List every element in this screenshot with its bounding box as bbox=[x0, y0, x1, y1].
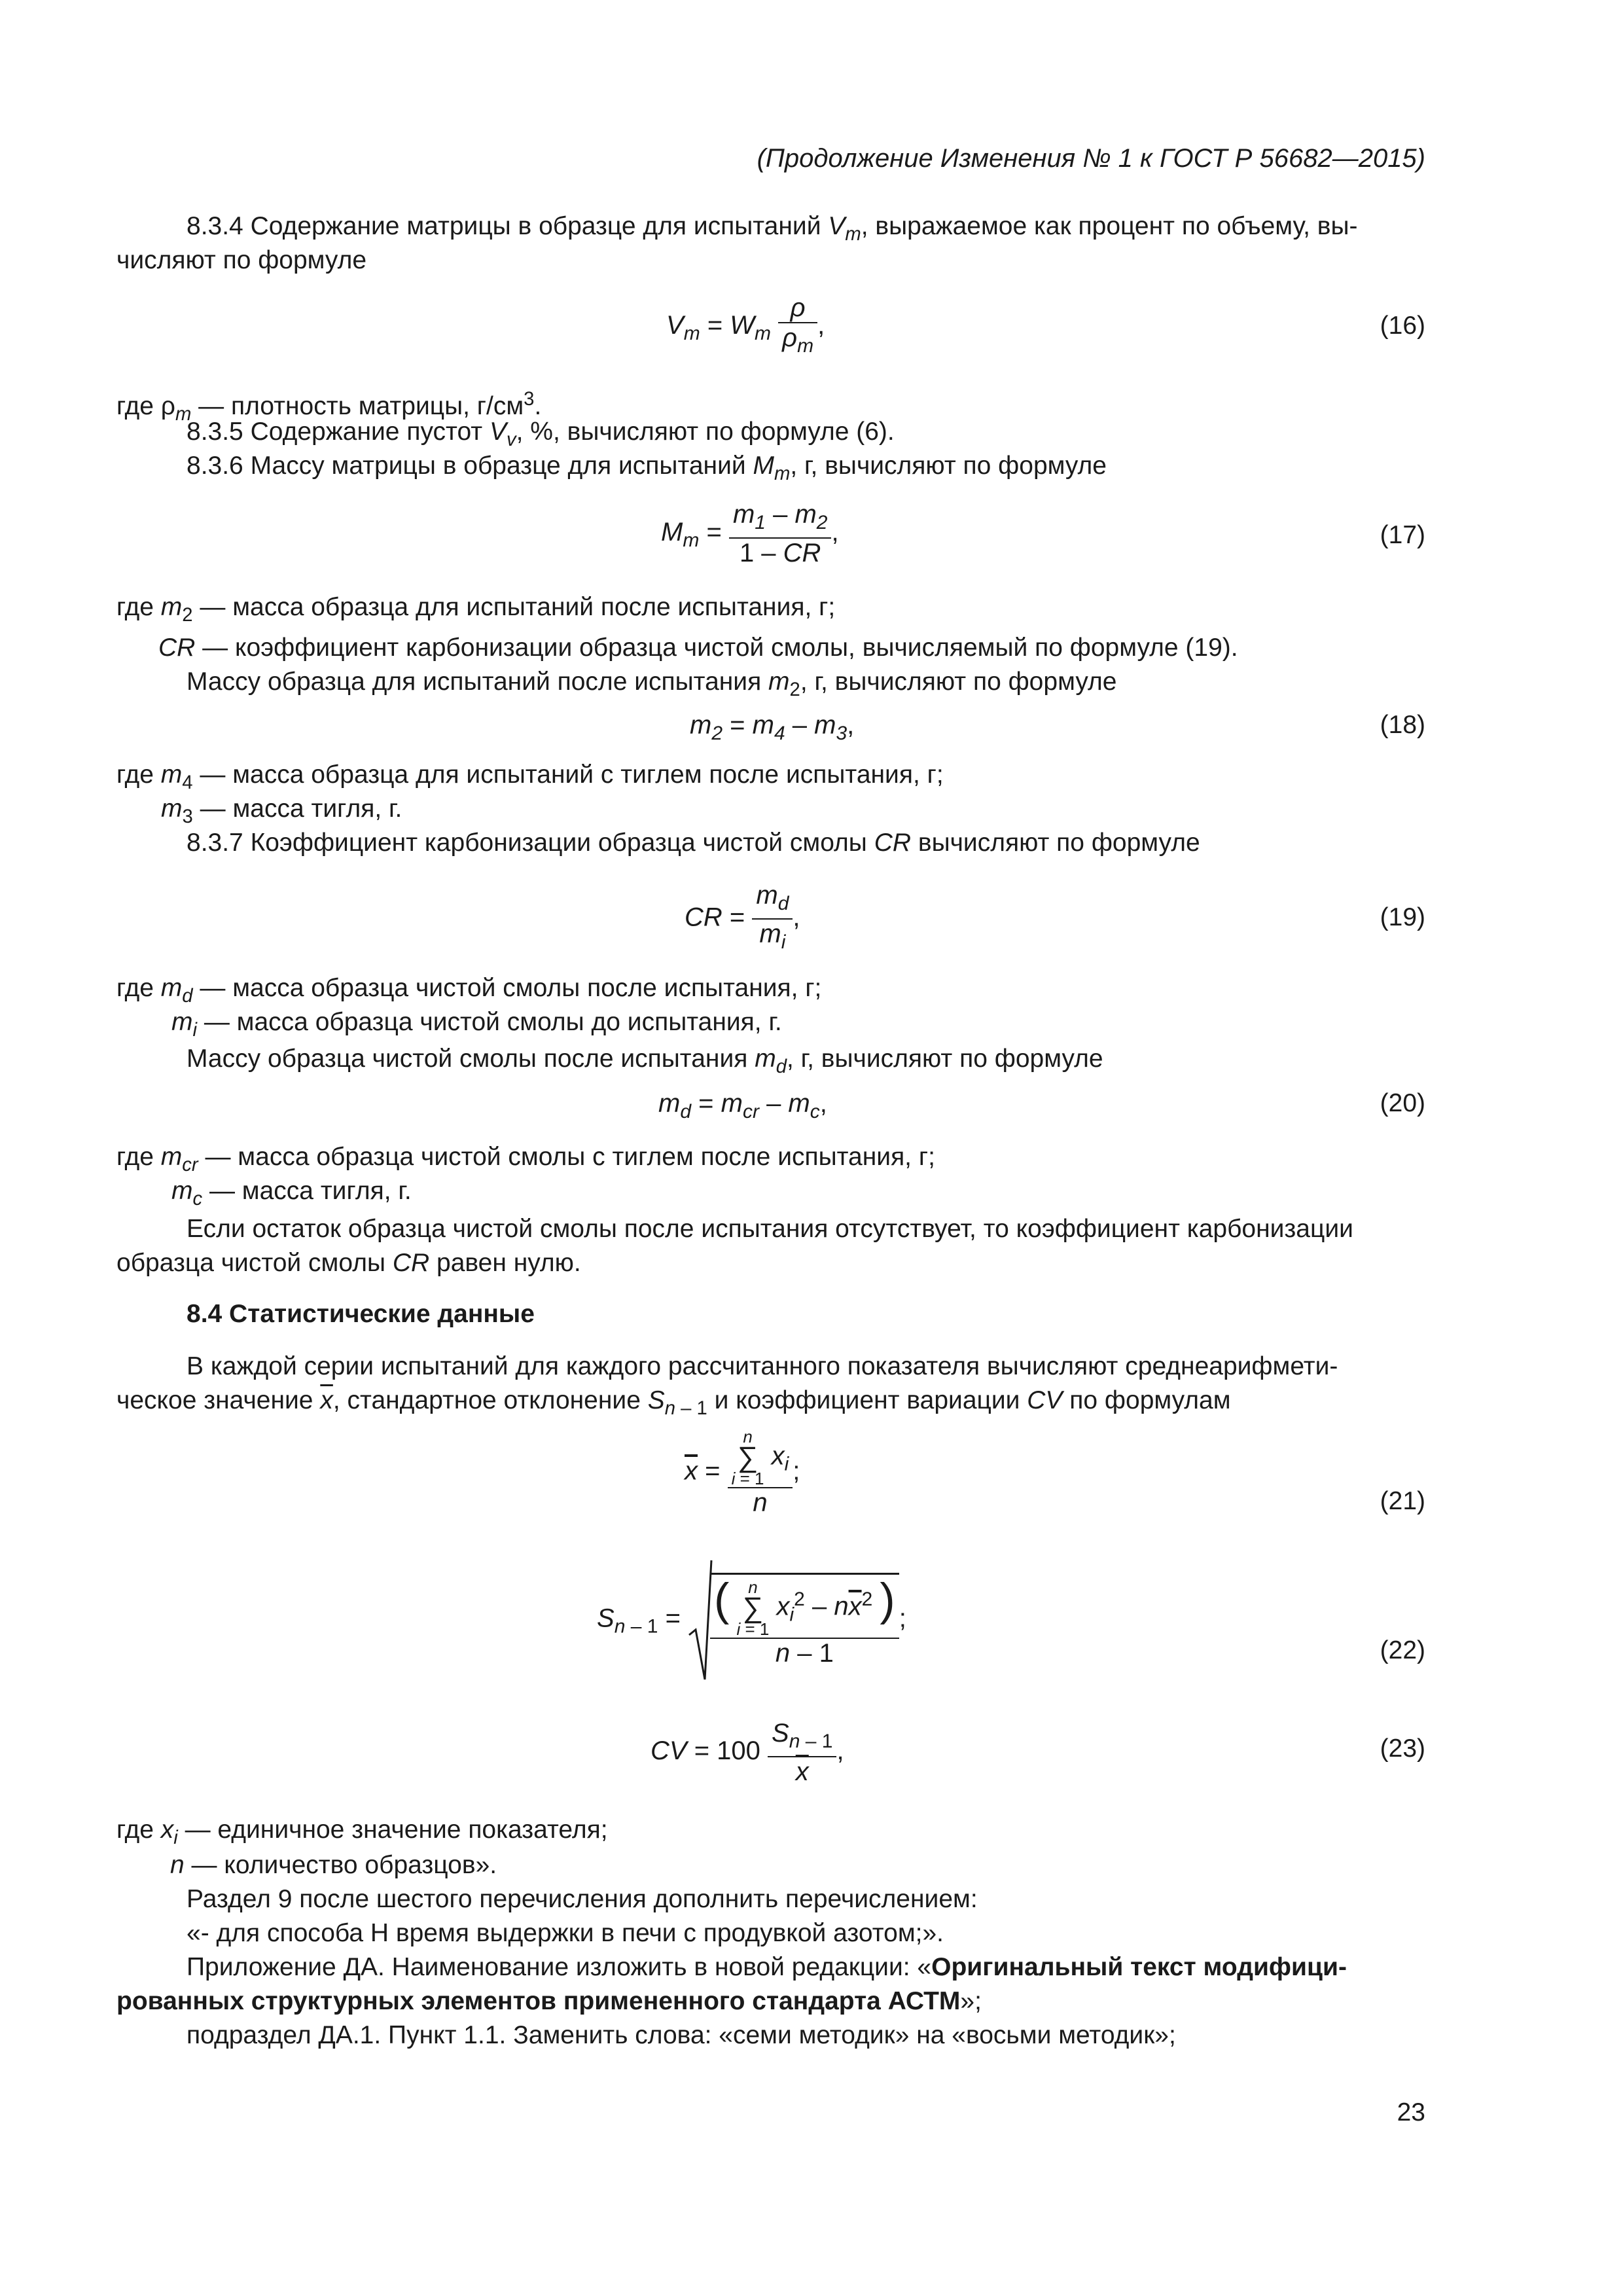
formula-20: $m_d = m_{cr} - m_c$, bbox=[658, 1089, 827, 1122]
para-8-3-5: 8.3.5 Содержание пустот $V_v$, %, вычисляют по формуле (6). bbox=[187, 418, 895, 450]
eq-number-20: (20) bbox=[1380, 1089, 1425, 1117]
eq-number-16: (16) bbox=[1380, 312, 1425, 340]
para-8-3-6: 8.3.6 Массу матрицы в образце для испытаний $M_m$, г, вычисляют по формуле bbox=[187, 452, 1107, 484]
appendix-line2: рованных структурных элементов примененного стандарта АСТМ»; bbox=[116, 1987, 982, 2015]
subsection-da1-line: подраздел ДА.1. Пункт 1.1. Заменить слова: «семи методик» на «восьми методик»; bbox=[187, 2021, 1176, 2049]
where-cr: CR — коэффициент карбонизации образца чистой смолы, вычисляемый по формуле (19). bbox=[158, 634, 1238, 662]
mass-m2-line: Массу образца для испытаний после испытания $m_2$, г, вычисляют по формуле bbox=[187, 668, 1117, 700]
eq-number-21: (21) bbox=[1380, 1487, 1425, 1515]
where-m4: где $m_4$ — масса образца для испытаний с тиглем после испытания, г; bbox=[116, 761, 944, 793]
radical-icon bbox=[688, 1558, 713, 1682]
formula-19: CR = $\frac{m_d}{m_i}$ , bbox=[685, 881, 800, 953]
eq-number-22: (22) bbox=[1380, 1636, 1425, 1664]
where-n: n — количество образцов». bbox=[170, 1851, 497, 1879]
formula-18: $m_2 = m_4 - m_3$, bbox=[690, 711, 855, 744]
section9-line2: «- для способа Н время выдержки в печи с продувкой азотом;». bbox=[187, 1919, 944, 1947]
where-xi: где $x_i$ — единичное значение показателя; bbox=[116, 1816, 608, 1848]
eq-number-19: (19) bbox=[1380, 903, 1425, 931]
where-rho-m: где $\rho_m$ — плотность матрицы, $г/см^3$. bbox=[116, 389, 542, 425]
formula-22: $S_{n - 1}$ = ( n ∑ i = 1 $x_i^2 - n\overline{x}^2$ ) n – 1 ; bbox=[597, 1558, 906, 1682]
para-8-3-4-line1: 8.3.4 Содержание матрицы в образце для испытаний $V_m$, выражаемое как процент по объему, вы- bbox=[187, 212, 1358, 245]
eq-number-17: (17) bbox=[1380, 521, 1425, 549]
para-8-3-7: 8.3.7 Коэффициент карбонизации образца чистой смолы CR вычисляют по формуле bbox=[187, 829, 1200, 857]
appendix-line1: Приложение ДА. Наименование изложить в новой редакции: «Оригинальный текст модифици- bbox=[187, 1953, 1347, 1981]
para-8-3-4-line2: числяют по формуле bbox=[116, 246, 367, 274]
section-8-4-heading: 8.4 Статистические данные bbox=[187, 1300, 535, 1328]
residue-line2: образца чистой смолы CR равен нулю. bbox=[116, 1249, 581, 1277]
formula-21: $\overline{x}$ = n ∑ i = 1 $x_i$ n ; bbox=[685, 1427, 800, 1517]
formula-17: $M_m$ = $\frac{m_1 - m_2}{1 - CR}$ , bbox=[661, 500, 839, 567]
mass-md-line: Массу образца чистой смолы после испытания $m_d$, г, вычисляют по формуле bbox=[187, 1045, 1103, 1077]
eq-number-23: (23) bbox=[1380, 1734, 1425, 1763]
stat-line2: ческое значение $\overline{x}$, стандартное отклонение $S_{n - 1}$ и коэффициент вариации CV по формулам bbox=[116, 1386, 1231, 1419]
residue-line1: Если остаток образца чистой смолы после испытания отсутствует, то коэффициент карбонизации bbox=[187, 1215, 1353, 1243]
stat-line1: В каждой серии испытаний для каждого рассчитанного показателя вычисляют среднеарифмети- bbox=[187, 1352, 1338, 1380]
formula-23: CV = 100 $\frac{S_{n - 1}}{x}$ , bbox=[651, 1719, 844, 1786]
page-number: 23 bbox=[1397, 2098, 1425, 2126]
section9-line1: Раздел 9 после шестого перечисления дополнить перечислением: bbox=[187, 1885, 978, 1913]
where-mcr: где $m_{cr}$ — масса образца чистой смолы с тиглем после испытания, г; bbox=[116, 1143, 935, 1175]
where-m3: $m_3$ — масса тигля, г. bbox=[161, 795, 402, 827]
formula-16: $V_m = W_m$ $\frac{\rho}{\rho_m}$ , bbox=[666, 293, 825, 357]
where-m2: где $m_2$ — масса образца для испытаний после испытания, г; bbox=[116, 593, 836, 626]
where-mc: $m_c$ — масса тигля, г. bbox=[171, 1177, 412, 1210]
where-mi: $m_i$ — масса образца чистой смолы до испытания, г. bbox=[171, 1008, 782, 1041]
eq-number-18: (18) bbox=[1380, 711, 1425, 739]
where-md: где $m_d$ — масса образца чистой смолы после испытания, г; bbox=[116, 974, 822, 1007]
running-header: (Продолжение Изменения № 1 к ГОСТ Р 56682—2015) bbox=[757, 144, 1425, 173]
